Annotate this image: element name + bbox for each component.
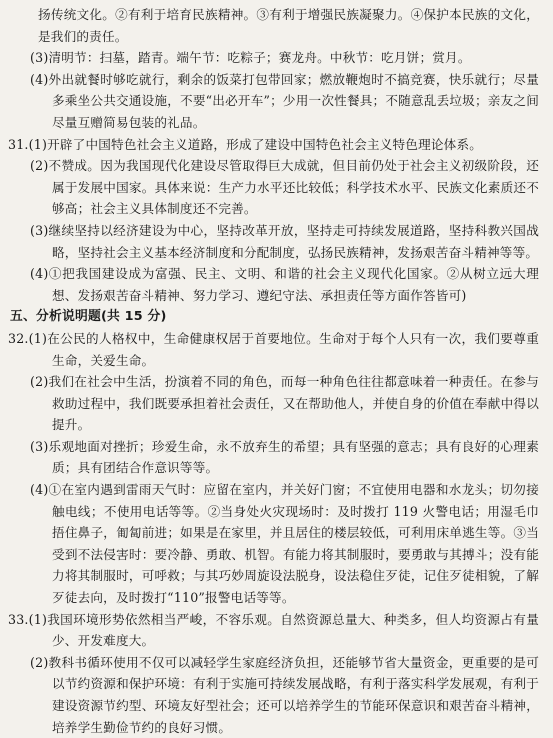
answer-30-2-continued: 扬传统文化。②有利于培育民族精神。③有利于增强民族凝聚力。④保护本民族的文化，是我们的责任。 bbox=[38, 7, 539, 44]
answer-31-4: (4)①把我国建设成为富强、民主、文明、和谐的社会主义现代化国家。②从树立远大理想、发扬艰苦奋斗精神、努力学习、遵纪守法、承担责任等方面作答皆可) bbox=[30, 266, 539, 303]
answer-30-4: (4)外出就餐时够吃就行，剩余的饭菜打包带回家；燃放鞭炮时不搞竞赛，快乐就行；尽量多乘坐公共交通设施，不要“出必开车”；少用一次性餐具；不随意乱丢垃圾；亲友之间尽量互赠简易包装的礼品。 bbox=[30, 71, 539, 130]
answer-32-1: 32.(1)在公民的人格权中，生命健康权居于首要地位。生命对于每个人只有一次，我们要尊重生命，关爱生命。 bbox=[8, 330, 539, 368]
section-heading: 五、分析说明题(共 15 分) bbox=[10, 309, 167, 325]
answer-30-3: (3)清明节：扫墓，踏青。端午节：吃粽子；赛龙舟。中秋节：吃月饼；赏月。 bbox=[30, 50, 471, 66]
answer-31-1: 31.(1)开辟了中国特色社会主义道路，形成了建设中国特色社会主义特色理论体系。 bbox=[8, 136, 483, 152]
answer-31-3: (3)继续坚持以经济建设为中心，坚持改革开放，坚持走可持续发展道路，坚持科教兴国战略，坚持社会主义基本经济制度和分配制度，弘扬民族精神，发扬艰苦奋斗精神等等。 bbox=[30, 222, 539, 260]
answer-31-2: (2)不赞成。因为我国现代化建设尽管取得巨大成就，但目前仍处于社会主义初级阶段，还属于发展中国家。具体来说：生产力水平还比较低；科学技术水平、民族文化素质还不够高；社会主义具体制度还不完善。 bbox=[30, 158, 539, 217]
answer-32-2: (2)我们在社会中生活，扮演着不同的角色，而每一种角色往往都意味着一种责任。在参与救助过程中，我们既要承担着社会责任，又在帮助他人，并使自身的价值在奉献中得以提升。 bbox=[30, 374, 539, 433]
answer-32-4: (4)①在室内遇到雷雨天气时：应留在室内，并关好门窗；不宜使用电器和水龙头；切勿接触电线；不使用电话等等。②当身处火灾现场时：及时拨打 119 火警电话；用湿毛巾捂住鼻子，匍匐前进；如果是在家里，并且居住的楼层较低，可利用床单逃生等。③当受到不法侵害时：要冷静、勇敢、机智。有能力将其制服时，要勇敢与其搏斗；没有能力将其制服时，可呼救；与其巧妙周旋设法脱身，设法稳住歹徒，记住歹徒相貌，了解歹徒去向，及时拨打“110”报警电话等等。 bbox=[30, 482, 539, 606]
answer-33-1: 33.(1)我国环境形势依然相当严峻，不容乐观。自然资源总量大、种类多，但人均资源占有量少、开发难度大。 bbox=[8, 611, 539, 649]
answer-33-2: (2)教科书循环使用不仅可以减轻学生家庭经济负担，还能够节省大量资金，更重要的是可以节约资源和保护环境：有利于实施可持续发展战略，有利于落实科学发展观，有利于建设资源节约型、环境友好型社会；还可以培养学生的节能环保意识和艰苦奋斗精神，培养学生勤俭节约的良好习惯。 bbox=[30, 654, 539, 735]
answer-32-3: (3)乐观地面对挫折；珍爱生命，永不放弃生的希望；具有坚强的意志；具有良好的心理素质；具有团结合作意识等等。 bbox=[30, 438, 539, 476]
